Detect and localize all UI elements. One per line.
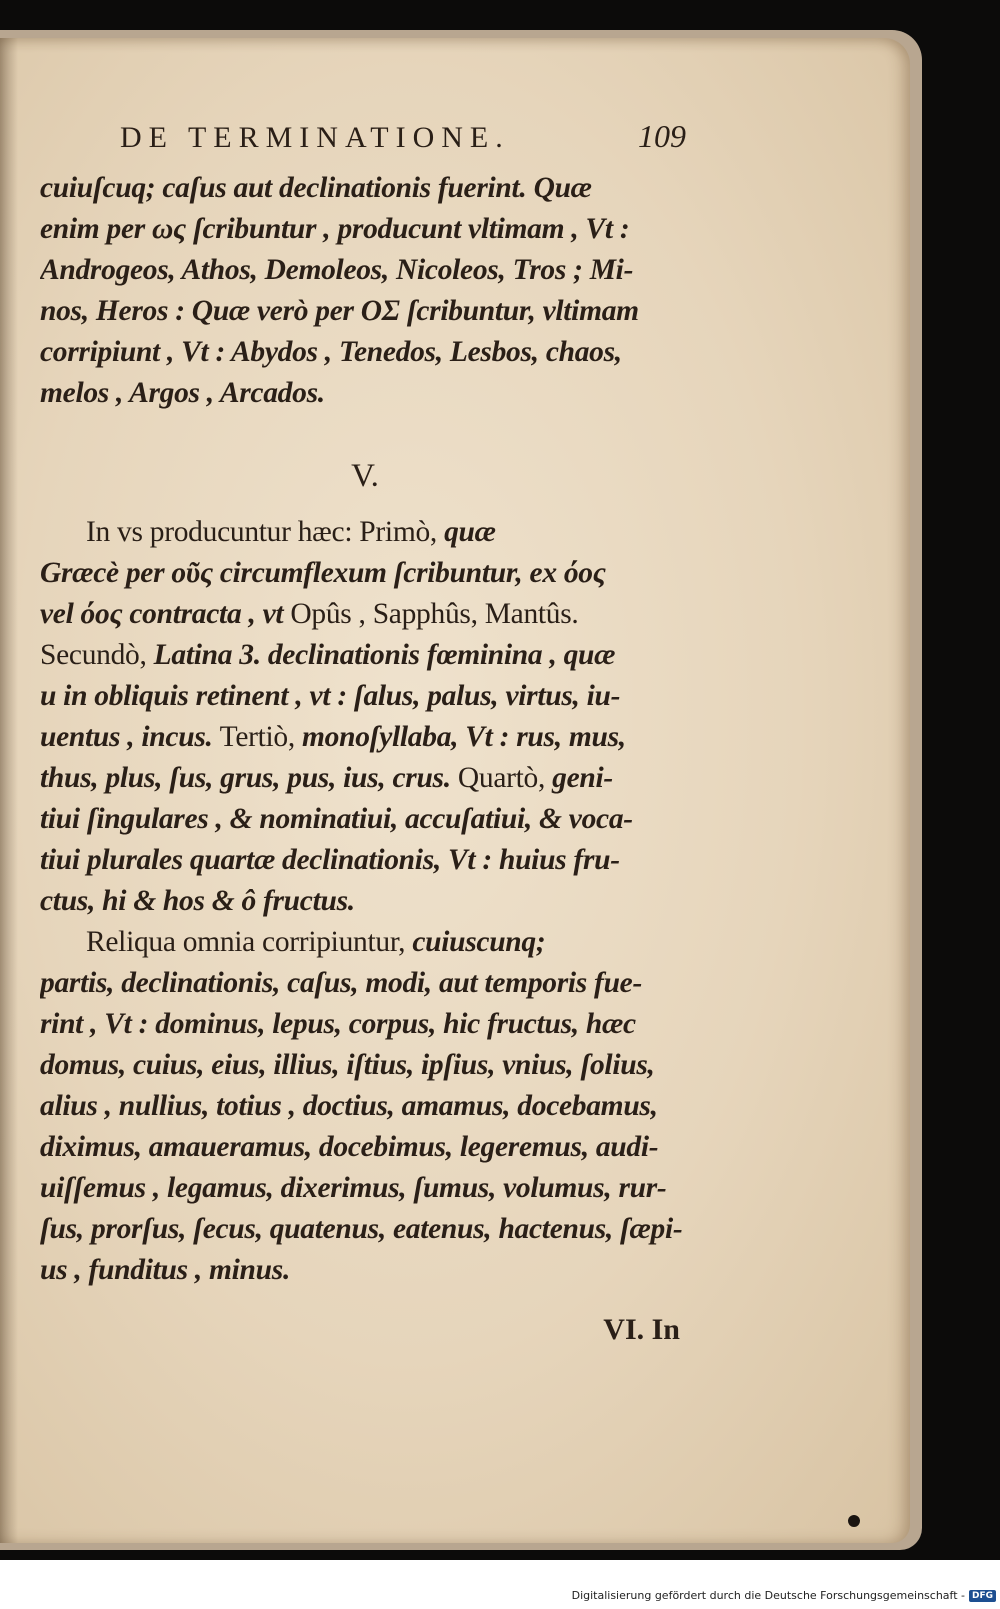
text-segment: enim per ως ſcribuntur , producunt vltimam , Vt : — [40, 213, 630, 245]
paragraph-2 — [40, 512, 690, 922]
ink-speck — [848, 1515, 860, 1527]
text-segment: Secundò, — [40, 639, 154, 671]
text-segment: monoſyllaba, Vt : rus, mus, — [302, 721, 626, 753]
text-segment: alius , nullius, totius , doctius, amamus, docebamus, — [40, 1090, 658, 1122]
text-segment: tiui plurales quartæ declinationis, Vt : huius fru- — [40, 844, 620, 876]
paragraph-3 — [40, 922, 690, 1291]
paragraph-1 — [40, 168, 690, 414]
page-text — [40, 118, 690, 1347]
text-segment: cuiuscunq; — [412, 926, 546, 958]
text-segment: diximus, amaueramus, docebimus, legeremus, audi- — [40, 1131, 659, 1163]
text-line — [40, 1086, 690, 1127]
text-line — [40, 1250, 690, 1291]
catchword: VI. In — [603, 1313, 680, 1346]
digitization-footer — [0, 1582, 1000, 1609]
text-line — [40, 922, 690, 963]
page-number: 109 — [638, 118, 686, 154]
text-segment: Quartò, — [457, 762, 553, 794]
text-line — [40, 291, 690, 332]
text-segment: quæ — [444, 516, 496, 548]
text-segment: rint , Vt : dominus, lepus, corpus, hic fructus, hæc — [40, 1008, 636, 1040]
text-line — [40, 594, 690, 635]
text-segment: thus, plus, ſus, grus, pus, ius, crus. — [40, 762, 458, 794]
text-line — [40, 799, 690, 840]
text-segment: partis, declinationis, caſus, modi, aut temporis fue- — [40, 967, 643, 999]
text-line — [40, 840, 690, 881]
text-segment: Reliqua omnia corripiuntur, — [86, 926, 413, 958]
text-segment: Opûs , Sapphûs, Mantûs. — [290, 598, 579, 630]
gutter-shadow — [0, 38, 18, 1543]
text-line — [40, 1045, 690, 1086]
text-segment: domus, cuius, eius, illius, iſtius, ipſius, vnius, ſolius, — [40, 1049, 655, 1081]
dfg-logo: DFG — [969, 1590, 996, 1602]
text-segment: Androgeos, Athos, Demoleos, Nicoleos, Tros ; Mi- — [40, 254, 634, 286]
text-line — [40, 963, 690, 1004]
text-line — [40, 758, 690, 799]
text-segment: u in obliquis retinent , vt : ſalus, palus, virtus, iu- — [40, 680, 621, 712]
text-line — [40, 332, 690, 373]
text-segment: us , funditus , minus. — [40, 1254, 291, 1286]
text-segment: cuiuſcuq; caſus aut declinationis fuerint. Quæ — [40, 172, 592, 204]
text-segment: ſus, prorſus, ſecus, quatenus, eatenus, hactenus, ſæpi- — [40, 1213, 683, 1245]
text-line — [40, 1168, 690, 1209]
text-segment: ctus, hi & hos & ô fructus. — [40, 885, 355, 917]
text-segment: uiſſemus , legamus, dixerimus, ſumus, volumus, rur- — [40, 1172, 667, 1204]
text-line — [40, 168, 690, 209]
text-line — [40, 881, 690, 922]
text-segment: Latina 3. declinationis fœminina , quæ — [153, 639, 616, 671]
text-line — [40, 553, 690, 594]
text-segment: nos, Heros : Quæ verò per ΟΣ ſcribuntur, vltimam — [40, 295, 639, 327]
text-line — [40, 635, 690, 676]
text-segment: tiui ſingulares , & nominatiui, accuſatiui, & voca- — [40, 803, 633, 835]
text-segment: corripiunt , Vt : Abydos , Tenedos, Lesbos, chaos, — [40, 336, 622, 368]
text-line — [40, 512, 690, 553]
text-line — [40, 676, 690, 717]
running-head — [40, 118, 690, 168]
text-line — [40, 1209, 690, 1250]
text-segment: vel όος contracta , vt — [40, 598, 291, 630]
text-line — [40, 1004, 690, 1045]
text-segment: uentus , incus. — [40, 721, 220, 753]
text-line — [40, 209, 690, 250]
text-segment: geni- — [552, 762, 613, 794]
text-line — [40, 717, 690, 758]
text-line — [40, 250, 690, 291]
text-segment: melos , Argos , Arcados. — [40, 377, 325, 409]
text-segment: Tertiò, — [219, 721, 303, 753]
text-line — [40, 1127, 690, 1168]
running-head-title: DE TERMINATIONE. — [120, 121, 510, 154]
text-segment: In vs producuntur hæc: Primò, — [86, 516, 445, 548]
text-line — [40, 373, 690, 414]
text-segment: Græcè per οῦς circumflexum ſcribuntur, ex όος — [40, 557, 606, 589]
section-number: V. — [351, 458, 379, 494]
footer-credit: Digitalisierung gefördert durch die Deutsche Forschungsgemeinschaft - — [571, 1589, 965, 1602]
